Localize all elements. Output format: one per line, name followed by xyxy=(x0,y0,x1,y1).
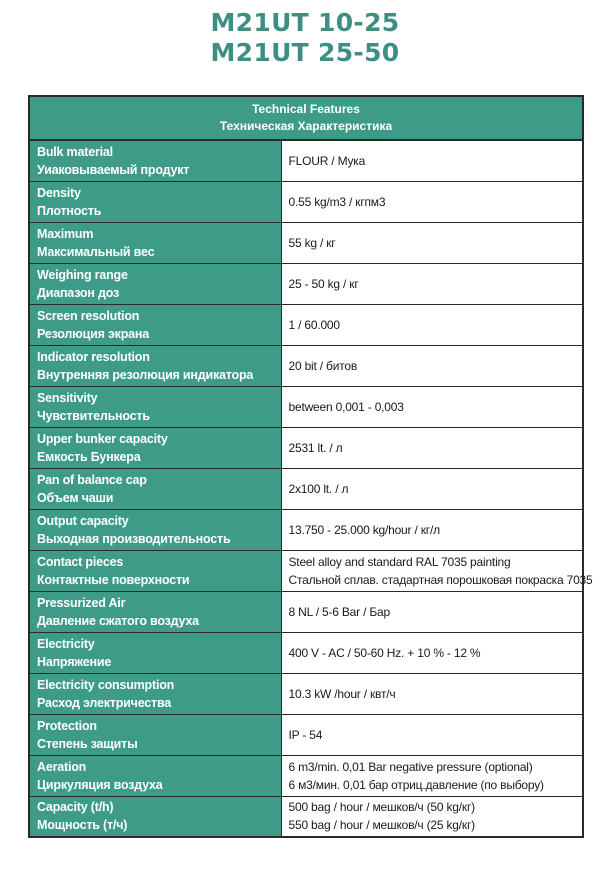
feature-value-line: 10.3 kW /hour / квт/ч xyxy=(288,686,396,701)
feature-label xyxy=(29,796,281,837)
feature-value xyxy=(281,263,583,304)
feature-label xyxy=(29,468,281,509)
feature-label-en: Electricity xyxy=(37,636,95,651)
table-row xyxy=(29,468,583,509)
feature-value-line: Стальной сплав. стадартная порошковая покраска 7035 xyxy=(288,572,593,587)
feature-label-ru: Расход электричества xyxy=(37,695,172,710)
feature-value xyxy=(281,796,583,837)
feature-label-en: Maximum xyxy=(37,226,94,241)
feature-value-line: 0.55 kg/m3 / кгпм3 xyxy=(288,194,386,209)
table-row xyxy=(29,222,583,263)
feature-value-line: 6 m3/min. 0,01 Bar negative pressure (optional) xyxy=(288,759,533,774)
feature-label-ru: Циркуляция воздуха xyxy=(37,777,163,792)
feature-label-ru: Давление сжатого воздуха xyxy=(37,613,199,628)
feature-label-ru: Напряжение xyxy=(37,654,112,669)
feature-value xyxy=(281,386,583,427)
table-header-row xyxy=(29,96,583,140)
feature-label-ru: Чувствительность xyxy=(37,408,150,423)
feature-value xyxy=(281,468,583,509)
feature-label xyxy=(29,632,281,673)
table-row xyxy=(29,796,583,837)
feature-value xyxy=(281,304,583,345)
model-title-1: M21UT 10-25 xyxy=(210,8,400,37)
feature-label-ru: Внутренняя резолюция индикатора xyxy=(37,367,254,382)
feature-label-en: Indicator resolution xyxy=(37,349,150,364)
feature-label-ru: Объем чаши xyxy=(37,490,114,505)
table-header-ru: Техническая Характеристика xyxy=(219,119,393,133)
feature-label-ru: Максимальный вес xyxy=(37,244,155,259)
feature-value-line: 13.750 - 25.000 kg/hour / кг/л xyxy=(288,522,440,537)
table-row xyxy=(29,673,583,714)
feature-label xyxy=(29,591,281,632)
feature-label-ru: Выходная производительность xyxy=(37,531,231,546)
table-row xyxy=(29,181,583,222)
feature-value xyxy=(281,673,583,714)
feature-label-ru: Уиаковываемый продукт xyxy=(37,162,190,177)
feature-label xyxy=(29,386,281,427)
feature-label-en: Contact pieces xyxy=(37,554,124,569)
page-title xyxy=(0,8,610,68)
table-row xyxy=(29,509,583,550)
table-row xyxy=(29,591,583,632)
feature-value-line: Steel alloy and standard RAL 7035 painting xyxy=(288,554,511,569)
feature-label xyxy=(29,509,281,550)
feature-value xyxy=(281,591,583,632)
feature-value xyxy=(281,222,583,263)
feature-label-en: Density xyxy=(37,185,81,200)
feature-label xyxy=(29,550,281,591)
feature-label xyxy=(29,673,281,714)
feature-label xyxy=(29,304,281,345)
feature-label xyxy=(29,222,281,263)
feature-label-en: Electricity consumption xyxy=(37,677,175,692)
feature-value-line: 500 bag / hour / мешков/ч (50 kg/кг) xyxy=(288,800,475,815)
feature-label-ru: Контактные поверхности xyxy=(37,572,190,587)
feature-value-line: 400 V - AC / 50-60 Hz. + 10 % - 12 % xyxy=(288,645,481,660)
table-row xyxy=(29,632,583,673)
feature-value xyxy=(281,345,583,386)
feature-value-line: 6 м3/мин. 0,01 бар отриц.давление (по выбору) xyxy=(288,777,544,792)
table-row xyxy=(29,550,583,591)
feature-label xyxy=(29,714,281,755)
table-row xyxy=(29,304,583,345)
feature-value xyxy=(281,714,583,755)
table-row xyxy=(29,714,583,755)
feature-label xyxy=(29,263,281,304)
feature-label-en: Bulk material xyxy=(37,144,113,159)
table-row xyxy=(29,386,583,427)
feature-value-line: IP - 54 xyxy=(288,727,323,742)
feature-label-ru: Емкость Бункера xyxy=(37,449,141,464)
feature-label-en: Weighing range xyxy=(37,267,128,282)
feature-value-line: FLOUR / Мука xyxy=(288,153,366,168)
table-header-en: Technical Features xyxy=(252,102,360,116)
feature-label xyxy=(29,427,281,468)
feature-value-line: 25 - 50 kg / кг xyxy=(288,276,359,291)
feature-label-en: Output capacity xyxy=(37,513,129,528)
feature-value xyxy=(281,632,583,673)
table-row xyxy=(29,140,583,181)
feature-value-line: between 0,001 - 0,003 xyxy=(288,399,404,414)
feature-label xyxy=(29,345,281,386)
feature-value-line: 550 bag / hour / мешков/ч (25 kg/кг) xyxy=(288,818,475,833)
feature-value xyxy=(281,550,593,591)
feature-value xyxy=(281,755,583,796)
feature-label-en: Upper bunker capacity xyxy=(37,431,168,446)
feature-value-line: 2531 lt. / л xyxy=(288,440,343,455)
feature-value-line: 8 NL / 5-6 Bar / Бар xyxy=(288,604,390,619)
feature-value-line: 1 / 60.000 xyxy=(288,317,340,332)
feature-label xyxy=(29,181,281,222)
feature-label-ru: Диапазон доз xyxy=(37,285,119,300)
feature-label-en: Screen resolution xyxy=(37,308,140,323)
feature-value-line: 55 kg / кг xyxy=(288,235,336,250)
table-row xyxy=(29,427,583,468)
model-title-2: M21UT 25-50 xyxy=(210,38,400,67)
table-row xyxy=(29,345,583,386)
table-header xyxy=(29,96,583,140)
feature-label xyxy=(29,755,281,796)
feature-label-en: Capacity (t/h) xyxy=(37,800,114,815)
feature-value xyxy=(281,181,583,222)
feature-label-en: Aeration xyxy=(37,759,87,774)
feature-label xyxy=(29,140,281,181)
feature-label-ru: Плотность xyxy=(37,203,102,218)
feature-value xyxy=(281,140,583,181)
table-row xyxy=(29,755,583,796)
technical-features-table xyxy=(28,95,593,838)
feature-label-en: Protection xyxy=(37,718,97,733)
feature-label-ru: Резолюция экрана xyxy=(37,326,150,341)
feature-value-line: 2x100 lt. / л xyxy=(288,481,349,496)
feature-value-line: 20 bit / битов xyxy=(288,358,358,373)
feature-label-ru: Мощность (т/ч) xyxy=(37,818,128,833)
feature-value xyxy=(281,509,583,550)
feature-label-en: Pressurized Air xyxy=(37,595,126,610)
table-row xyxy=(29,263,583,304)
feature-label-ru: Степень защиты xyxy=(37,736,138,751)
feature-label-en: Pan of balance cap xyxy=(37,472,147,487)
feature-value xyxy=(281,427,583,468)
feature-label-en: Sensitivity xyxy=(37,390,98,405)
